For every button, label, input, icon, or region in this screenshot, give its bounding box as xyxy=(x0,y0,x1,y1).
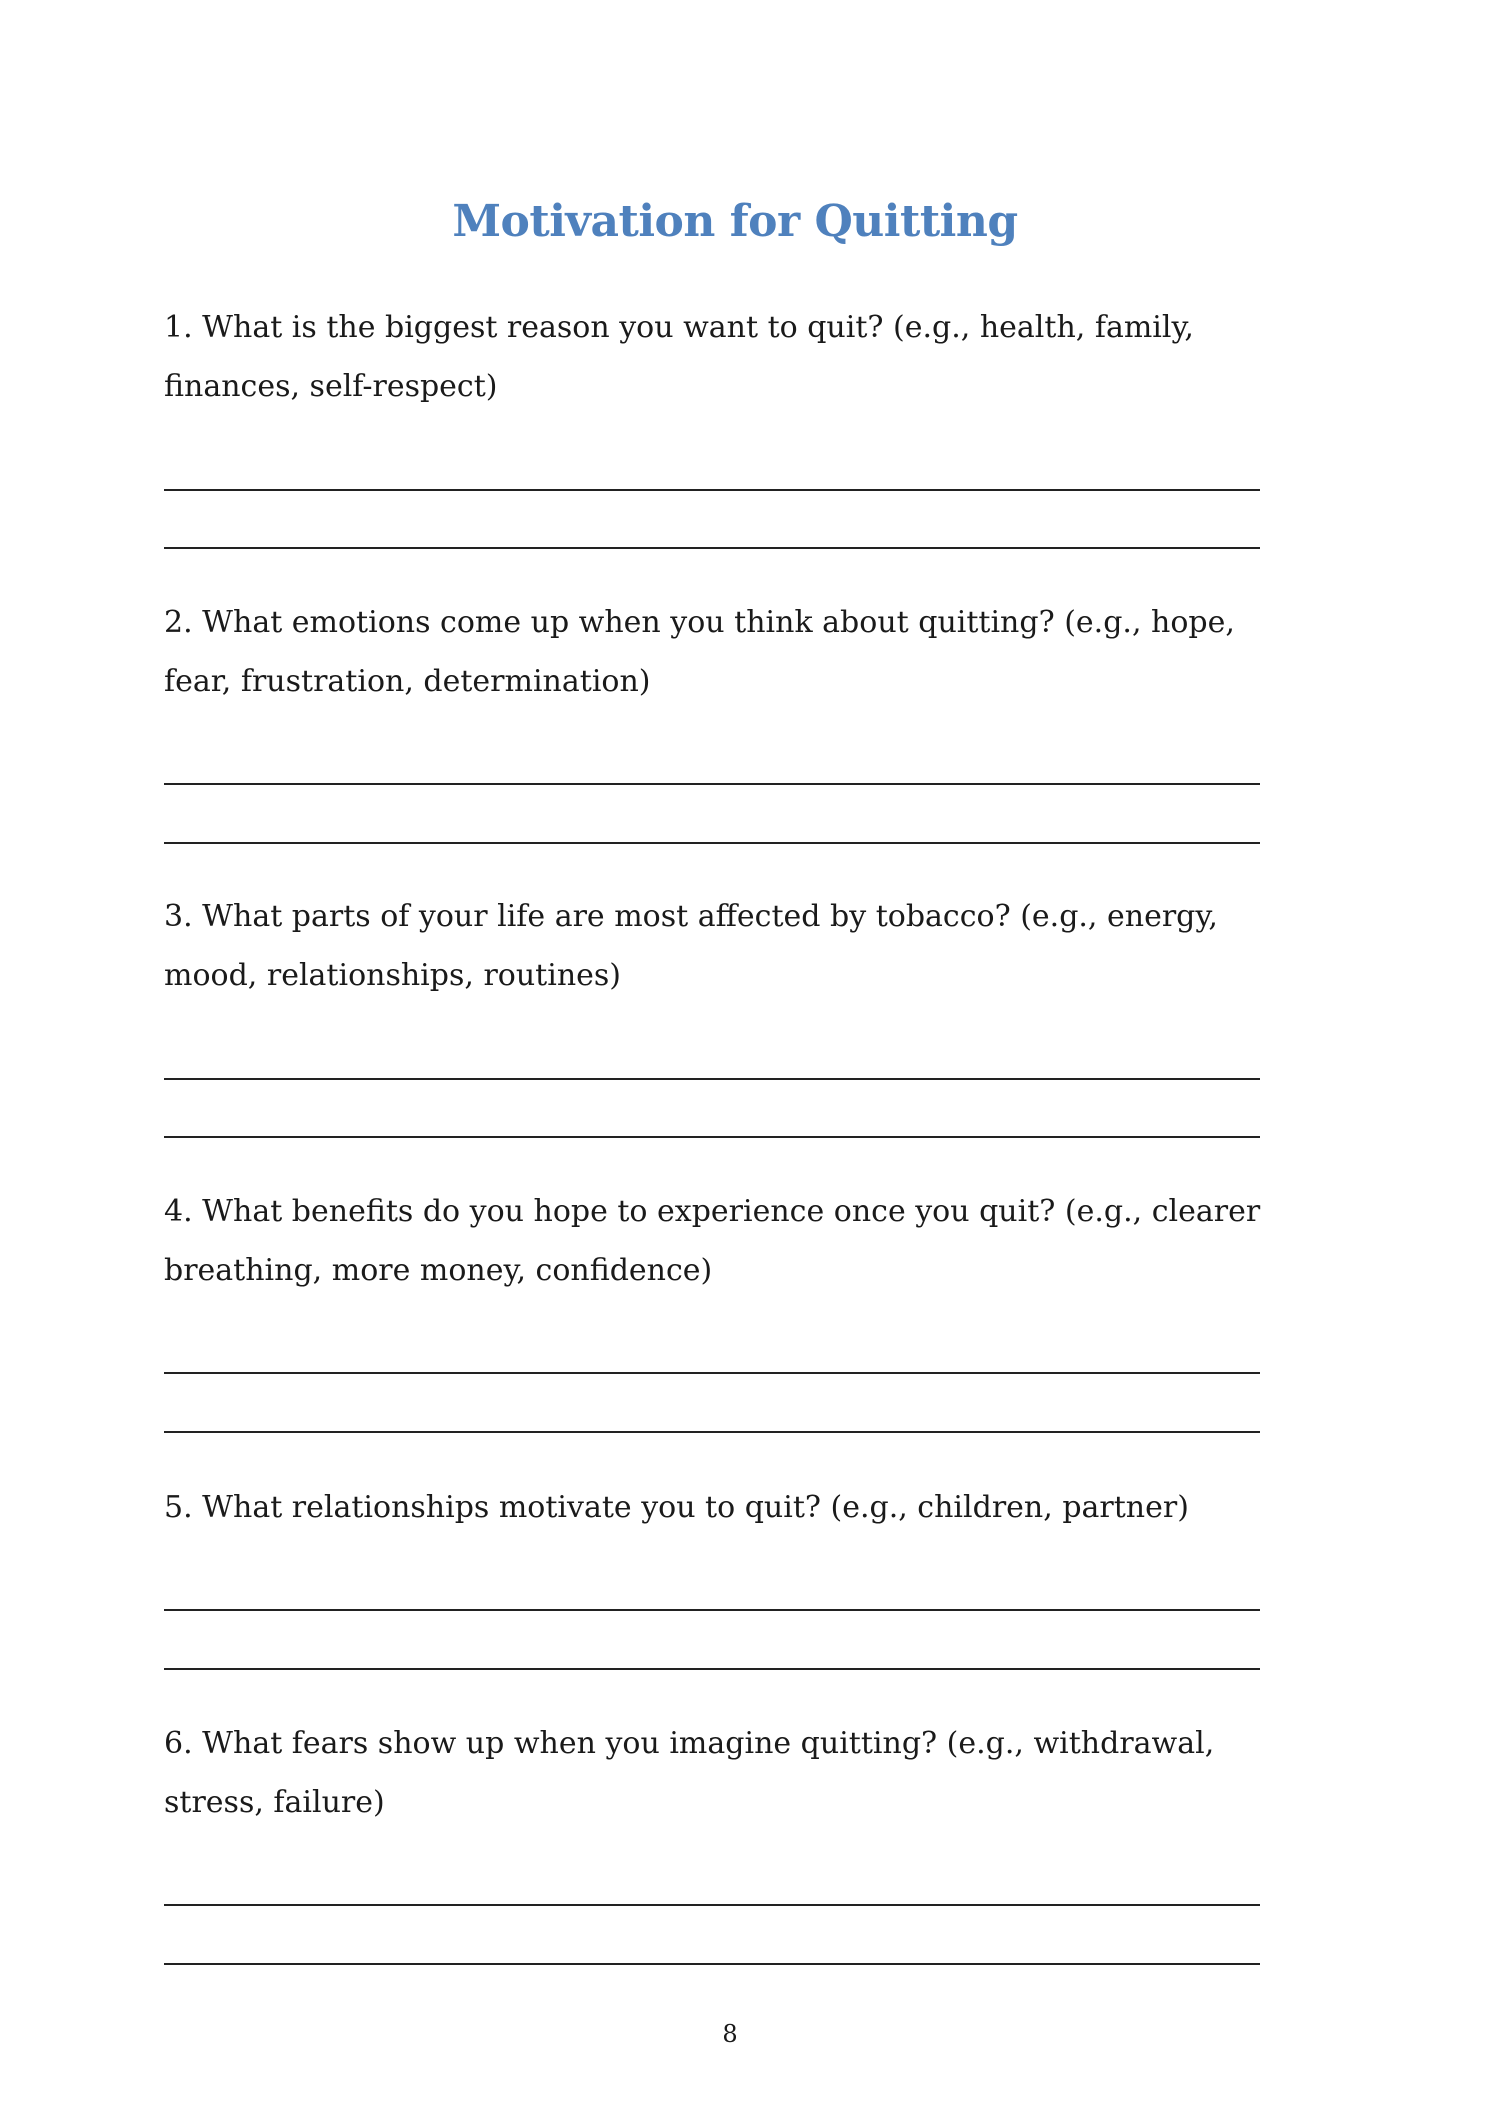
answer-line-3a[interactable] xyxy=(164,1078,1260,1080)
answer-line-6a[interactable] xyxy=(164,1904,1260,1906)
answer-line-6b[interactable] xyxy=(164,1963,1260,1965)
question-3: 3. What parts of your life are most affected by tobacco? (e.g., energy, mood, relationships, routines) xyxy=(164,899,1218,993)
answer-line-3b[interactable] xyxy=(164,1136,1260,1138)
answer-line-2b[interactable] xyxy=(164,842,1260,844)
page-number: 8 xyxy=(722,2020,738,2048)
question-4: 4. What benefits do you hope to experience once you quit? (e.g., clearer breathing, more money, confidence) xyxy=(164,1194,1261,1288)
question-2: 2. What emotions come up when you think about quitting? (e.g., hope, fear, frustration, determination) xyxy=(164,605,1235,699)
answer-line-4b[interactable] xyxy=(164,1431,1260,1433)
answer-line-4a[interactable] xyxy=(164,1372,1260,1374)
answer-line-5a[interactable] xyxy=(164,1609,1260,1611)
answer-line-1a[interactable] xyxy=(164,489,1260,491)
page-title: Motivation for Quitting xyxy=(452,196,1018,247)
question-6: 6. What fears show up when you imagine quitting? (e.g., withdrawal, stress, failure) xyxy=(164,1726,1215,1820)
question-1: 1. What is the biggest reason you want to quit? (e.g., health, family, finances, self-respect) xyxy=(164,310,1194,404)
answer-line-2a[interactable] xyxy=(164,783,1260,785)
answer-line-5b[interactable] xyxy=(164,1668,1260,1670)
answer-line-1b[interactable] xyxy=(164,547,1260,549)
question-5: 5. What relationships motivate you to quit? (e.g., children, partner) xyxy=(164,1490,1189,1525)
